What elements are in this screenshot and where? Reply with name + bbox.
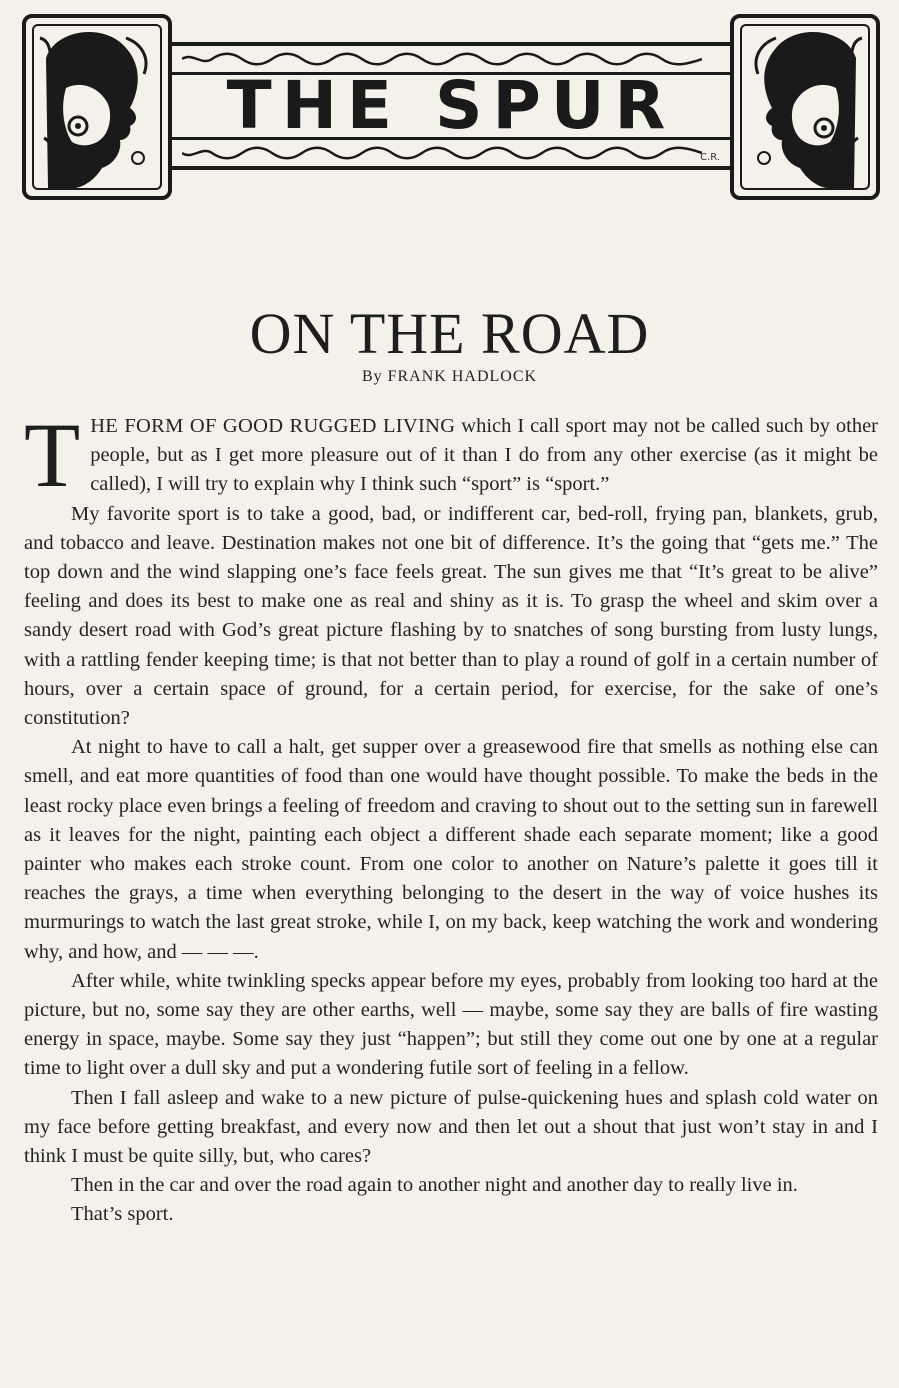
artist-initials: C.R. (700, 152, 720, 163)
masthead-title-box (172, 67, 730, 144)
paragraph: Then in the car and over the road again to another night and another day to really live in. (71, 1174, 798, 1197)
paragraph: After while, white twinkling specks appear before my eyes, probably from looking too hard at the picture, but no, some say they are other earths, well — maybe, some say they are balls of fire wasting energy in space, maybe. Some say they just “happen”; but still they come out one by one at a regular time to light over a dull sky and put a wondering futile sort of feeling in a fellow. (24, 969, 878, 1080)
woman-profile-illustration-right (734, 18, 876, 196)
paragraph: Then I fall asleep and wake to a new picture of pulse-quickening hues and splash cold water on my face before getting breakfast, and every now and then let out a shout that just won’t stay in and I think I must be quite silly, but, who cares? (24, 1086, 878, 1168)
lead-text: which I call sport may not be called such by other people, but as I get more pleasure out of it than I do from any other exercise (as it might be called), I will try to explain why I think such “sport” is “sport.” (90, 415, 878, 496)
paragraph: My favorite sport is to take a good, bad, or indifferent car, bed-roll, frying pan, blankets, grub, and tobacco and leave. Destination makes not one bit of difference. It’s the going that “gets me.” The top down and the wind slapping one’s face feels great. The sun gives me that “It’s great to be alive” feeling and does its best to make one as real and shiny as it is. To grasp the wheel and skim over a sandy desert road with God’s great picture flashing by to snatches of song bursting from lusty lungs, with a rattling fender keeping time; is that not better than to play a round of golf in a certain number of hours, over a certain space of ground, for a certain period, for exercise, for the sake of one’s constitution? (24, 502, 878, 730)
masthead-banner (22, 14, 880, 200)
scroll-ornament-bottom (182, 146, 702, 160)
lead-paragraph (24, 404, 878, 506)
article-title: ON THE ROAD (249, 301, 650, 366)
magazine-title: THE SPUR (226, 67, 676, 144)
scroll-ornament-top (182, 52, 702, 66)
lead-caps: HE FORM OF GOOD RUGGED LIVING (90, 415, 456, 437)
woman-profile-illustration-left (26, 18, 168, 196)
title-band (172, 42, 730, 170)
paragraph: At night to have to call a halt, get supper over a greasewood fire that smells as nothing else can smell, and eat more quantities of food than one would have thought possible. To make the beds in the least rocky place even brings a feeling of freedom and craving to shout out to the setting sun in farewell as it leaves for the night, painting each object a different shade each separate moment; like a good painter who makes each stroke count. From one color to another on Nature’s palette it goes till it reaches the grays, a time when everything belonging to the desert in the way of voice hushes its murmurings to watch the last great stroke, while I, on my back, keep watching the work and wondering why, and how, and — — —. (24, 736, 878, 963)
byline: By FRANK HADLOCK (361, 368, 538, 385)
paragraph: That’s sport. (71, 1203, 174, 1226)
drop-cap: T (24, 404, 81, 506)
article-body (24, 404, 878, 1230)
left-portrait-panel (22, 14, 172, 200)
right-portrait-panel (730, 14, 880, 200)
